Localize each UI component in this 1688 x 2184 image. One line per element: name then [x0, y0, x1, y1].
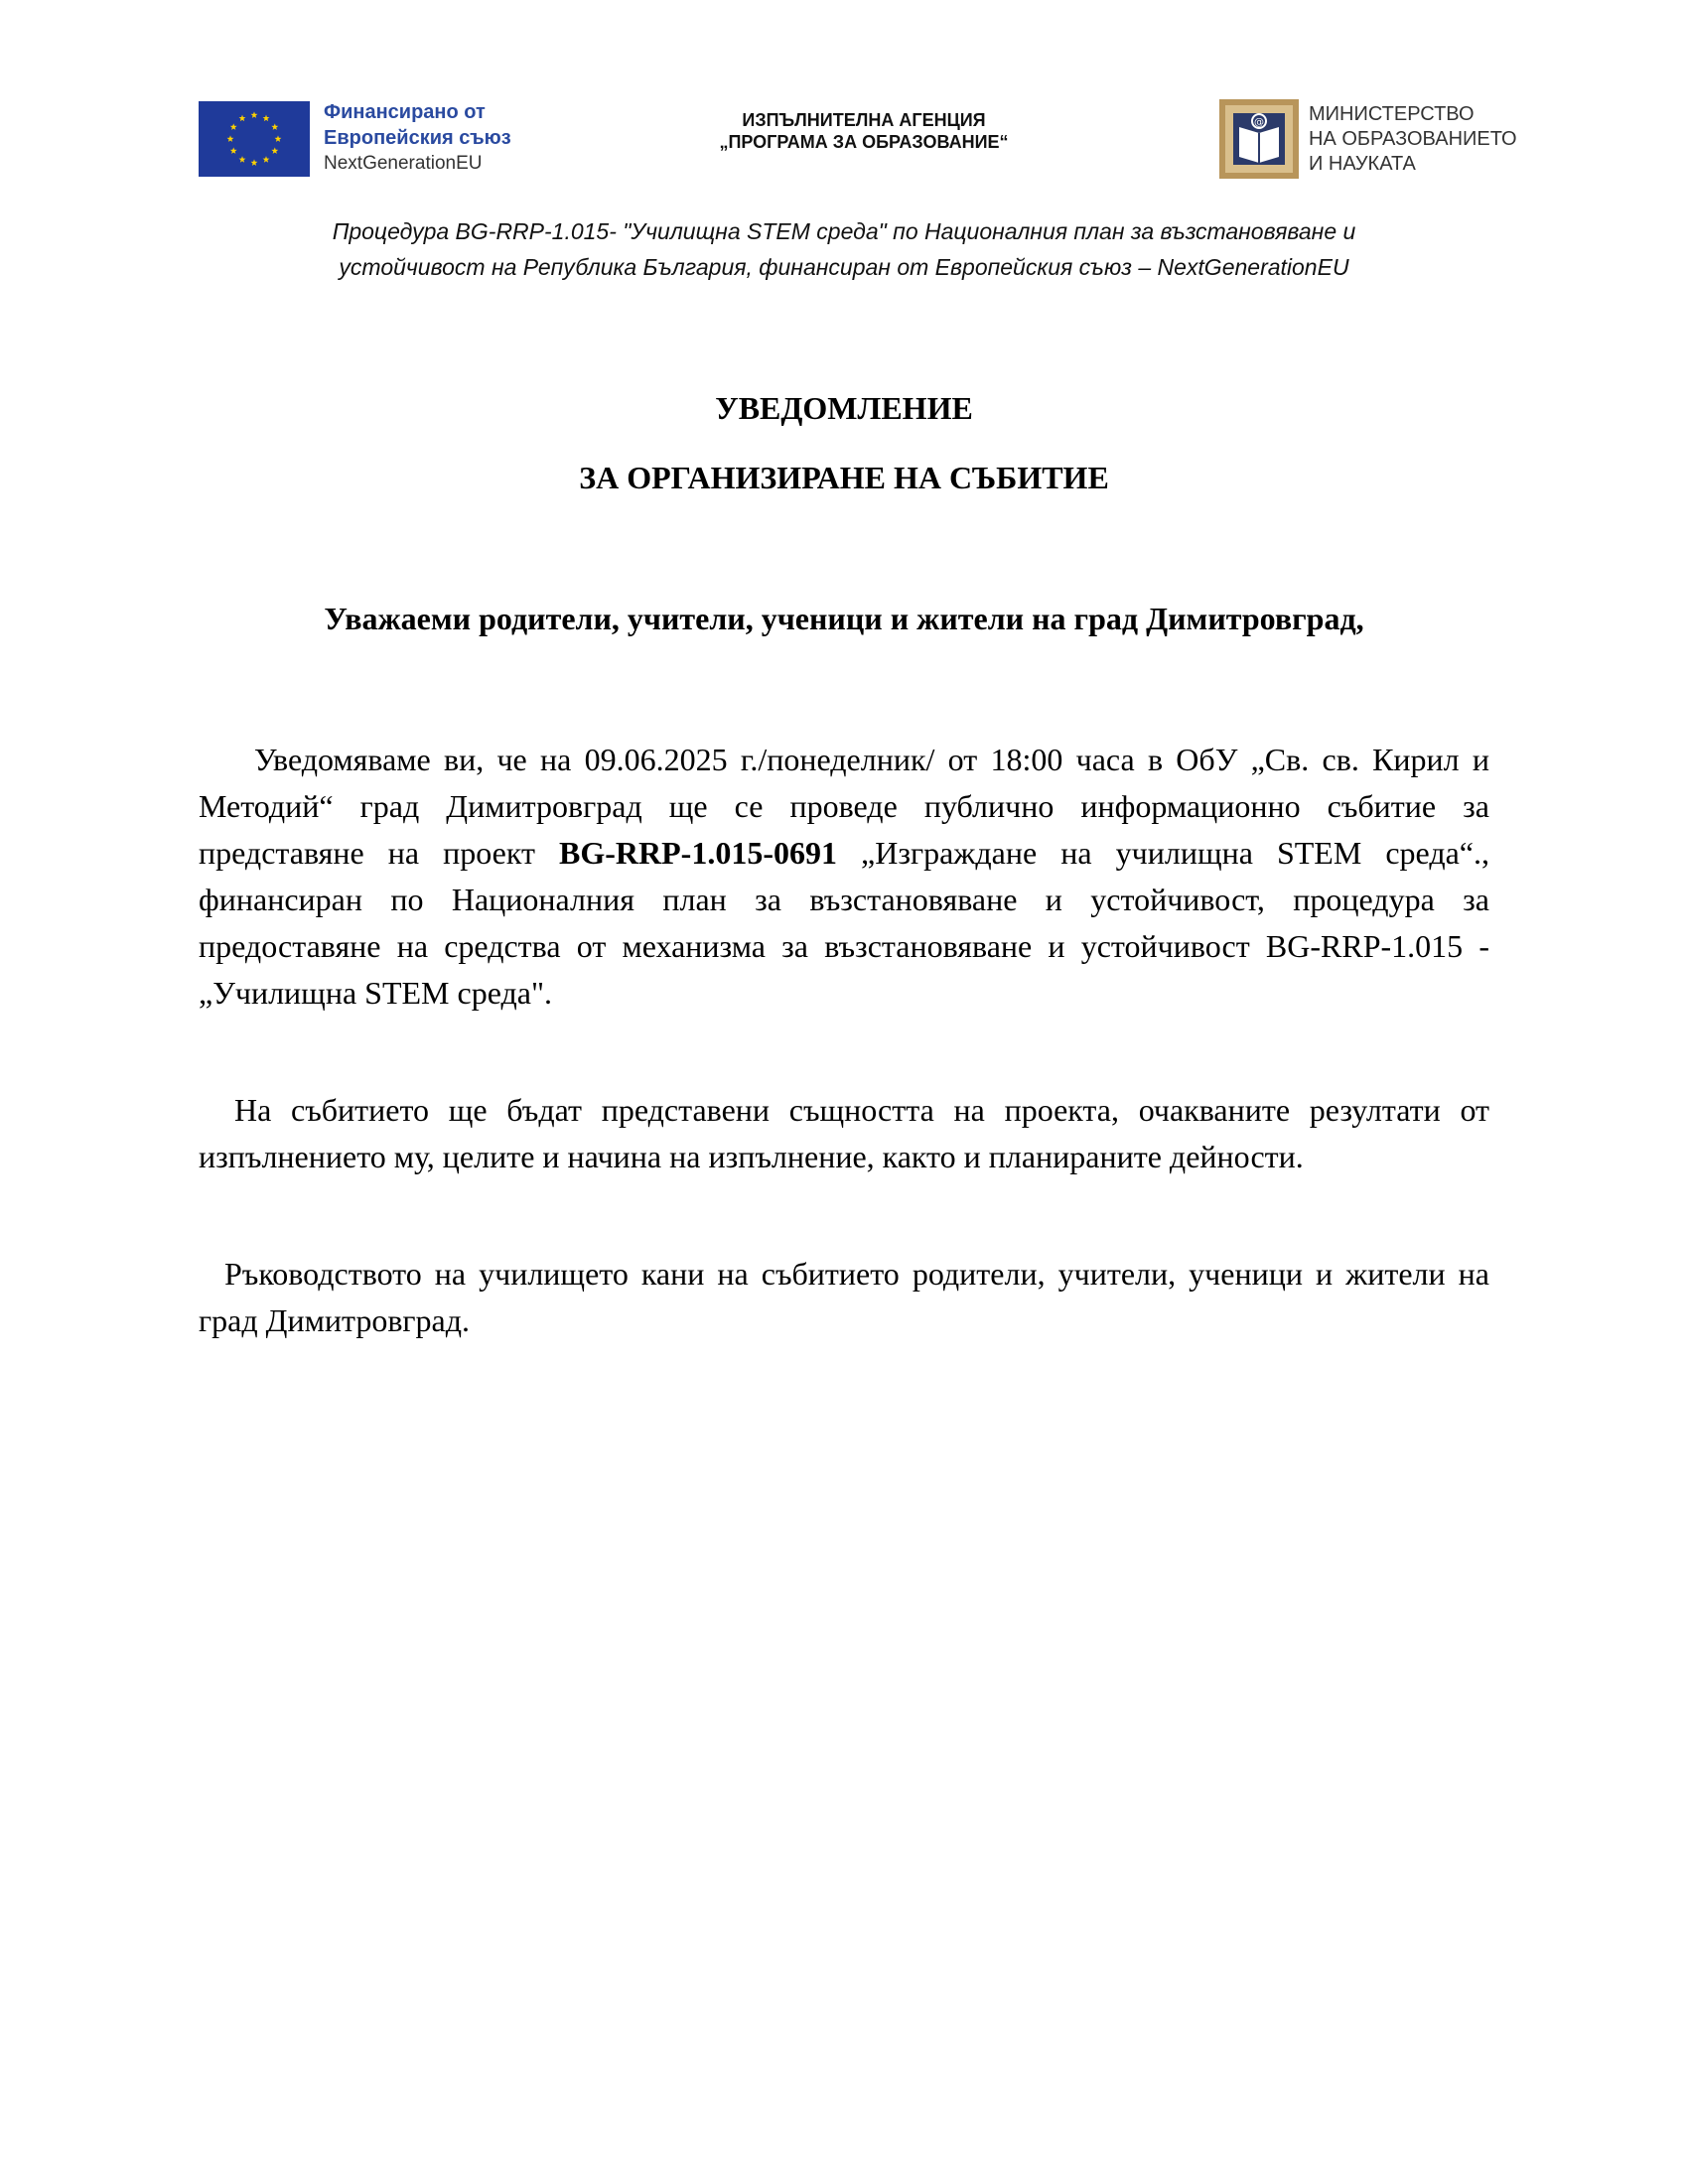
procedure-subtitle [199, 213, 1489, 285]
ministry-line1: МИНИСТЕРСТВО [1309, 103, 1475, 125]
svg-text:@: @ [1254, 117, 1264, 128]
document-title: УВЕДОМЛЕНИЕ [715, 390, 973, 426]
eu-label-line3: NextGenerationEU [324, 153, 483, 174]
paragraph-event-details [199, 737, 1489, 1017]
paragraph-text: „Изграждане на училищна STEM среда“., финансиран по Националния план за възстановяване и устойчивост, процедура за предоставяне на средства от механизма за възстановяване и устойчивост BG-RRP-1.015 - „Училищна STEM среда". [199, 835, 1490, 1011]
agency-label [616, 109, 1112, 153]
ministry-line2: НА ОБРАЗОВАНИЕТО [1309, 128, 1517, 150]
ministry-book-icon [1219, 99, 1299, 179]
agency-line2: „ПРОГРАМА ЗА ОБРАЗОВАНИЕ“ [719, 132, 1009, 152]
agency-line1: ИЗПЪЛНИТЕЛНА АГЕНЦИЯ [742, 110, 986, 130]
paragraph-invitation: Ръководството на училището кани на събитието родители, учители, ученици и жители на град Димитровград. [199, 1256, 1489, 1338]
paragraph-text: Уведомяваме ви, че на 09.06.2025 г./понеделник/ от 18:00 часа в ОбУ „Св. св. Кирил и Методий“ град Димитровград ще се проведе публично информационно събитие за представяне на проект [199, 742, 1489, 871]
ministry-line3: И НАУКАТА [1309, 153, 1416, 175]
eu-funding-label [324, 99, 511, 177]
procedure-line1: Процедура BG-RRP-1.015- "Училищна STEM среда" по Националния план за възстановяване и [332, 218, 1356, 244]
document-header [0, 0, 1688, 199]
salutation: Уважаеми родители, учители, ученици и жители на град Димитровград, [324, 601, 1364, 636]
paragraph-event-content: На събитието ще бъдат представени същността на проекта, очакваните резултати от изпълнението му, целите и начина на изпълнение, както и планираните дейности. [199, 1092, 1489, 1174]
document-subtitle: ЗА ОРГАНИЗИРАНЕ НА СЪБИТИЕ [579, 460, 1109, 495]
eu-label-line2: Европейския съюз [324, 127, 511, 149]
eu-flag-icon [199, 101, 310, 177]
project-code: BG-RRP-1.015-0691 [559, 835, 837, 871]
procedure-line2: устойчивост на Република България, финансиран от Европейския съюз – NextGenerationEU [339, 254, 1349, 280]
ministry-label [1309, 102, 1517, 177]
eu-label-line1: Финансирано от [324, 101, 486, 123]
